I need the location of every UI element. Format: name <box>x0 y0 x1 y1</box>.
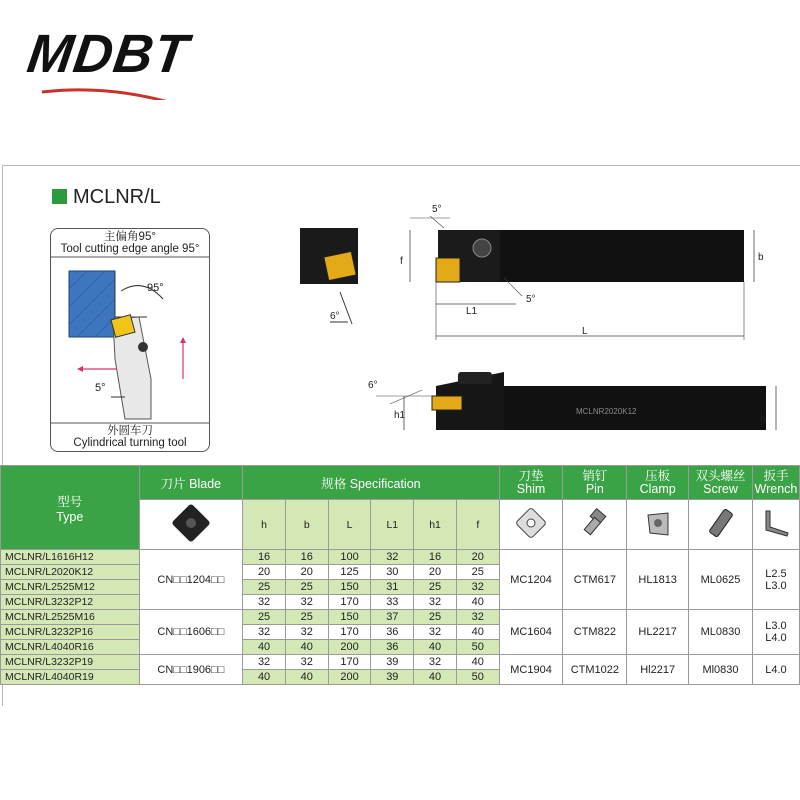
val-f: 40 <box>456 625 499 640</box>
sub-L: L <box>328 500 371 550</box>
val-h: 25 <box>243 580 286 595</box>
val-b: 25 <box>285 580 328 595</box>
val-L: 170 <box>328 655 371 670</box>
val-f: 25 <box>456 565 499 580</box>
val-b: 25 <box>285 610 328 625</box>
val-h1: 25 <box>414 580 457 595</box>
blade-cell: CN□□1606□□ <box>139 610 243 655</box>
val-L1: 36 <box>371 640 414 655</box>
dim-angle-side: 6° <box>330 311 340 322</box>
val-L1: 36 <box>371 625 414 640</box>
pin-cell: CTM1022 <box>563 655 627 685</box>
angle-caption-en: Tool cutting edge angle 95° <box>60 243 200 255</box>
val-h1: 32 <box>414 655 457 670</box>
shim-cell: MC1604 <box>499 610 563 655</box>
header-blade: 刀片 Blade <box>139 466 243 500</box>
header-wrench: 扳手 Wrench <box>752 466 799 500</box>
val-h: 25 <box>243 610 286 625</box>
clamp-icon <box>627 500 689 550</box>
val-L1: 32 <box>371 550 414 565</box>
val-L1: 37 <box>371 610 414 625</box>
val-L: 200 <box>328 640 371 655</box>
model-cell: MCLNR/L4040R16 <box>1 640 140 655</box>
tool-drawing <box>290 200 800 460</box>
val-h1: 40 <box>414 670 457 685</box>
val-L1: 39 <box>371 670 414 685</box>
screw-cell: ML0830 <box>689 610 753 655</box>
header-screw: 双头螺丝 Screw <box>689 466 753 500</box>
val-b: 20 <box>285 565 328 580</box>
shim-cell: MC1204 <box>499 550 563 610</box>
model-cell: MCLNR/L2525M12 <box>1 580 140 595</box>
val-L1: 31 <box>371 580 414 595</box>
val-f: 50 <box>456 670 499 685</box>
val-h1: 32 <box>414 595 457 610</box>
val-h: 32 <box>243 595 286 610</box>
val-h: 40 <box>243 640 286 655</box>
model-cell: MCLNR/L2020K12 <box>1 565 140 580</box>
model-cell: MCLNR/L3232P12 <box>1 595 140 610</box>
val-L: 200 <box>328 670 371 685</box>
clamp-cell: HL1813 <box>627 550 689 610</box>
angle-figure <box>50 228 210 452</box>
model-cell: MCLNR/L1616H12 <box>1 550 140 565</box>
model-cell: MCLNR/L4040R19 <box>1 670 140 685</box>
spec-table <box>0 465 800 685</box>
shim-cell: MC1904 <box>499 655 563 685</box>
val-h1: 32 <box>414 625 457 640</box>
dim-f: f <box>400 256 403 267</box>
screw-cell: Ml0830 <box>689 655 753 685</box>
sub-h: h <box>243 500 286 550</box>
dim-L1: L1 <box>466 306 478 317</box>
header-shim: 刀垫 Shim <box>499 466 563 500</box>
val-h: 32 <box>243 655 286 670</box>
dim-h1: h1 <box>394 410 406 421</box>
val-L: 100 <box>328 550 371 565</box>
turning-caption-en: Cylindrical turning tool <box>73 437 187 449</box>
val-b: 16 <box>285 550 328 565</box>
pin-icon <box>563 500 627 550</box>
val-L1: 39 <box>371 655 414 670</box>
wrench-cell: L2.5 L3.0 <box>752 550 799 610</box>
header-pin: 销钉 Pin <box>563 466 627 500</box>
header-type <box>1 466 140 550</box>
val-b: 32 <box>285 595 328 610</box>
blade-cell: CN□□1906□□ <box>139 655 243 685</box>
val-h1: 25 <box>414 610 457 625</box>
header-spec: 规格 Specification <box>243 466 499 500</box>
dim-b: b <box>758 252 764 263</box>
series-title <box>52 186 161 209</box>
clamp-cell: HL2217 <box>627 610 689 655</box>
sub-b: b <box>285 500 328 550</box>
val-f: 32 <box>456 610 499 625</box>
sub-h1: h1 <box>414 500 457 550</box>
val-L: 150 <box>328 580 371 595</box>
val-b: 32 <box>285 625 328 640</box>
angle-figure-drawing <box>51 229 209 451</box>
wrench-cell: L4.0 <box>752 655 799 685</box>
val-f: 20 <box>456 550 499 565</box>
sub-L1: L1 <box>371 500 414 550</box>
turning-caption-cn: 外圆车刀 <box>107 425 153 437</box>
clamp-cell: Hl2217 <box>627 655 689 685</box>
val-h1: 20 <box>414 565 457 580</box>
angle-caption-cn: 主偏角95° <box>104 231 156 243</box>
angle-large-label: 95° <box>147 282 164 294</box>
val-f: 40 <box>456 655 499 670</box>
header-type-en: Type <box>56 509 84 524</box>
series-marker <box>52 189 67 204</box>
dim-angle-top: 5° <box>432 204 442 215</box>
val-h: 20 <box>243 565 286 580</box>
blade-insert-icon <box>139 500 243 550</box>
val-h1: 16 <box>414 550 457 565</box>
val-L: 170 <box>328 595 371 610</box>
val-L: 125 <box>328 565 371 580</box>
dim-angle-side2: 6° <box>368 380 378 391</box>
model-cell: MCLNR/L2525M16 <box>1 610 140 625</box>
val-f: 32 <box>456 580 499 595</box>
val-L1: 30 <box>371 565 414 580</box>
val-b: 40 <box>285 640 328 655</box>
val-h: 16 <box>243 550 286 565</box>
holder-marking: MCLNR2020K12 <box>576 407 637 416</box>
pin-cell: CTM617 <box>563 550 627 610</box>
brand-logo <box>22 22 192 100</box>
model-cell: MCLNR/L3232P16 <box>1 625 140 640</box>
header-clamp: 压板 Clamp <box>627 466 689 500</box>
dim-h: h <box>760 414 766 425</box>
wrench-cell: L3.0 L4.0 <box>752 610 799 655</box>
val-L: 170 <box>328 625 371 640</box>
val-L: 150 <box>328 610 371 625</box>
val-b: 40 <box>285 670 328 685</box>
model-cell: MCLNR/L3232P19 <box>1 655 140 670</box>
blade-cell: CN□□1204□□ <box>139 550 243 610</box>
sub-f: f <box>456 500 499 550</box>
val-h1: 40 <box>414 640 457 655</box>
val-L1: 33 <box>371 595 414 610</box>
screw-cell: ML0625 <box>689 550 753 610</box>
val-h: 40 <box>243 670 286 685</box>
logo-text: MDBT <box>23 24 193 84</box>
val-f: 40 <box>456 595 499 610</box>
angle-small-label: 5° <box>95 382 106 394</box>
val-b: 32 <box>285 655 328 670</box>
series-title-text: MCLNR/L <box>73 186 161 208</box>
val-f: 50 <box>456 640 499 655</box>
screw-icon <box>689 500 753 550</box>
dim-angle-tip: 5° <box>526 294 536 305</box>
header-type-cn: 型号 <box>57 494 83 509</box>
shim-icon <box>499 500 563 550</box>
pin-cell: CTM822 <box>563 610 627 655</box>
wrench-icon <box>752 500 799 550</box>
dim-L: L <box>582 326 588 337</box>
val-h: 32 <box>243 625 286 640</box>
